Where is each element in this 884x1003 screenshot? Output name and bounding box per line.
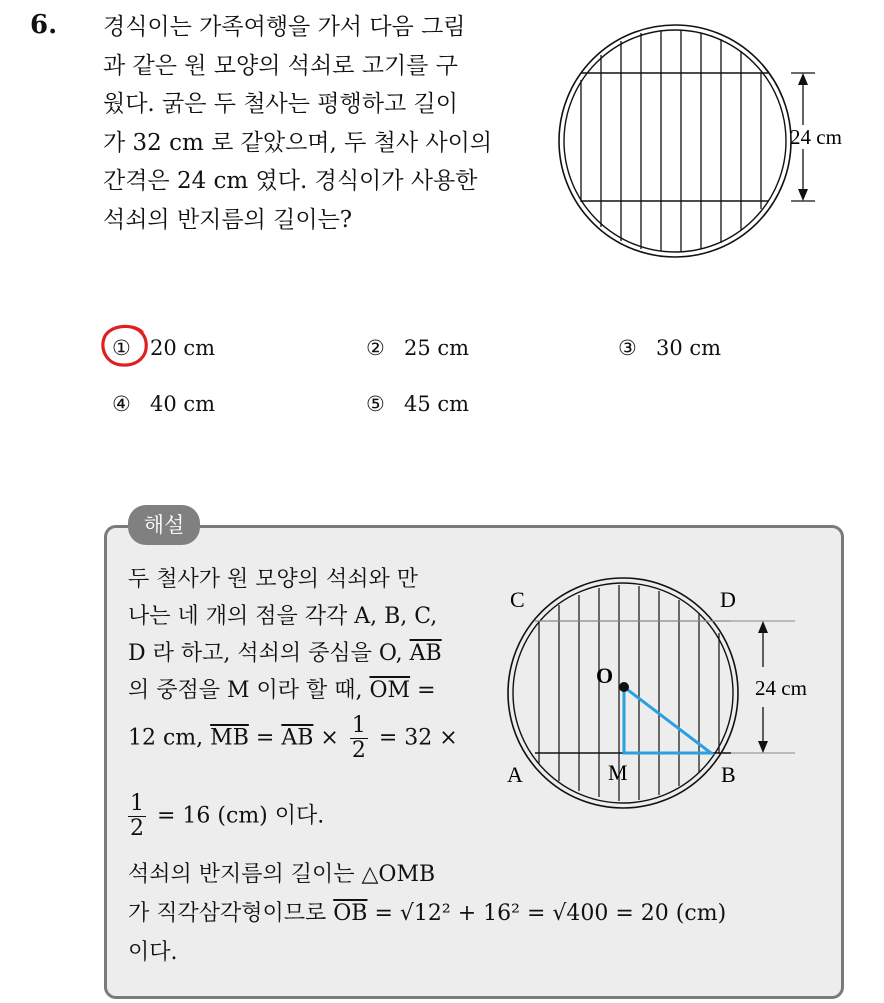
point-b-label: B	[721, 762, 736, 787]
choice-mark: ①	[112, 336, 131, 360]
choice-3[interactable]	[618, 336, 721, 360]
choice-value: 45 cm	[404, 392, 470, 416]
solution-line: 이다.	[128, 940, 178, 965]
segment-om: $\overline{OM}$	[369, 678, 411, 703]
choice-value: 25 cm	[404, 336, 470, 360]
solution-text: = 32 ×	[378, 725, 458, 751]
fraction-half	[350, 714, 368, 763]
choice-mark: ③	[618, 336, 637, 360]
choice-value: 40 cm	[150, 392, 216, 416]
solution-line	[128, 792, 324, 841]
solution-text: = 16 (cm) 이다.	[157, 803, 325, 829]
solution-figure	[495, 575, 840, 815]
solution-line	[128, 636, 442, 667]
solution-text: 의 중점을 M 이라 할 때,	[128, 678, 363, 703]
solution-line: 석쇠의 반지름의 길이는 △OMB	[128, 862, 436, 887]
solution-text: 12 cm,	[128, 725, 204, 751]
fraction-numerator: 1	[130, 791, 144, 816]
question-line: 가 32 cm 로 같았으며, 두 철사 사이의	[103, 129, 493, 156]
fraction-half	[128, 792, 146, 841]
solution-line: 두 철사가 원 모양의 석쇠와 만	[128, 567, 418, 592]
choice-5[interactable]	[366, 392, 469, 416]
solution-text: 가 직각삼각형이므로	[128, 901, 327, 926]
question-line: 석쇠의 반지름의 길이는?	[103, 206, 353, 233]
point-m-label: M	[608, 760, 628, 785]
solution-text: = √12² + 16² = √400 = 20 (cm)	[374, 901, 727, 926]
point-o-label: O	[596, 663, 614, 688]
choice-4[interactable]	[112, 392, 215, 416]
choice-mark: ⑤	[366, 392, 385, 416]
question-number: 6.	[30, 10, 58, 40]
fraction-denominator: 2	[351, 738, 366, 763]
point-c-label: C	[510, 587, 525, 612]
height-label: 24 cm	[755, 676, 807, 700]
segment-ab: $\overline{AB}$	[409, 641, 442, 666]
solution-text: D 라 하고, 석쇠의 중심을 O,	[128, 641, 403, 666]
choice-value: 30 cm	[656, 336, 722, 360]
solution-text: ×	[320, 725, 339, 751]
fraction-numerator: 1	[351, 713, 366, 738]
choice-2[interactable]	[366, 336, 469, 360]
solution-line: 나는 네 개의 점을 각각 A, B, C,	[128, 604, 438, 629]
segment-mb: $\overline{MB}$	[210, 725, 249, 751]
solution-tag: 해설	[128, 505, 200, 545]
solution-text: =	[417, 678, 436, 703]
question-line: 간격은 24 cm 였다. 경식이가 사용한	[103, 168, 478, 194]
point-a-label: A	[507, 762, 523, 787]
answer-circle-mark	[98, 322, 152, 370]
choice-mark: ④	[112, 392, 131, 416]
segment-ab: $\overline{AB}$	[281, 725, 314, 751]
height-label: 24 cm	[790, 125, 842, 149]
solution-text: =	[255, 725, 275, 751]
point-d-label: D	[720, 587, 736, 612]
solution-line	[128, 714, 458, 763]
question-line: 경식이는 가족여행을 가서 다음 그림	[103, 14, 466, 40]
fraction-denominator: 2	[130, 816, 144, 841]
solution-line	[128, 673, 436, 704]
choice-value: 20 cm	[150, 336, 216, 360]
solution-line	[128, 896, 726, 927]
question-text	[103, 8, 533, 239]
question-line: 과 같은 원 모양의 석쇠로 고기를 구	[103, 52, 458, 79]
choice-mark: ②	[366, 336, 385, 360]
grill-figure	[545, 5, 870, 265]
question-line: 웠다. 굵은 두 철사는 평행하고 길이	[103, 91, 458, 117]
segment-ob: $\overline{OB}$	[333, 901, 368, 926]
